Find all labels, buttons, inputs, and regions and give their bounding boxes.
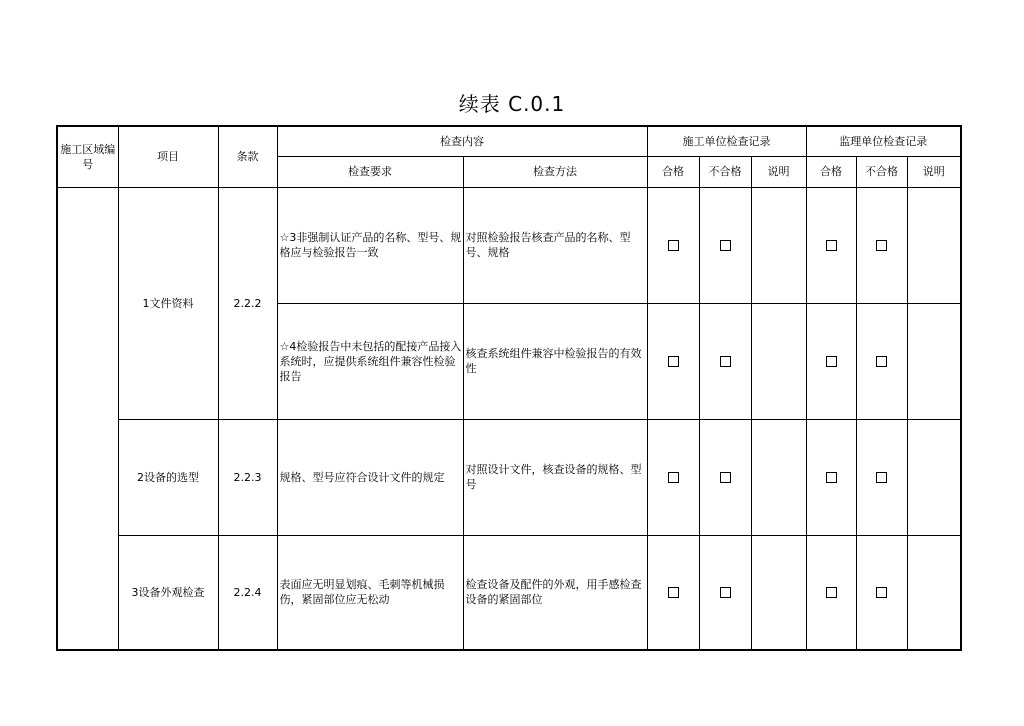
supervision-pass-checkbox[interactable] bbox=[806, 303, 856, 419]
inspection-table bbox=[56, 125, 962, 651]
table-row bbox=[57, 187, 961, 303]
supervision-note-cell[interactable] bbox=[907, 187, 961, 303]
header-supervision-record: 监理单位检查记录 bbox=[806, 126, 961, 156]
construction-note-cell[interactable] bbox=[751, 303, 806, 419]
row-item: 3设备外观检查 bbox=[118, 535, 218, 650]
construction-pass-checkbox[interactable] bbox=[647, 535, 699, 650]
row-requirement: ☆4检验报告中未包括的配接产品接入系统时，应提供系统组件兼容性检验报告 bbox=[277, 303, 463, 419]
construction-pass-checkbox[interactable] bbox=[647, 303, 699, 419]
construction-fail-checkbox[interactable] bbox=[699, 303, 751, 419]
supervision-pass-checkbox[interactable] bbox=[806, 187, 856, 303]
row-clause: 2.2.2 bbox=[218, 187, 277, 419]
row-requirement: 表面应无明显划痕、毛刺等机械损伤，紧固部位应无松动 bbox=[277, 535, 463, 650]
header-requirement: 检查要求 bbox=[277, 156, 463, 187]
supervision-fail-checkbox[interactable] bbox=[856, 535, 907, 650]
header-clause: 条款 bbox=[218, 126, 277, 187]
header-supervision-pass: 合格 bbox=[806, 156, 856, 187]
header-check-content: 检查内容 bbox=[277, 126, 647, 156]
row-clause: 2.2.4 bbox=[218, 535, 277, 650]
supervision-note-cell[interactable] bbox=[907, 303, 961, 419]
row-method: 对照检验报告核查产品的名称、型号、规格 bbox=[463, 187, 647, 303]
header-construction-pass: 合格 bbox=[647, 156, 699, 187]
construction-fail-checkbox[interactable] bbox=[699, 419, 751, 535]
construction-pass-checkbox[interactable] bbox=[647, 187, 699, 303]
supervision-fail-checkbox[interactable] bbox=[856, 303, 907, 419]
supervision-fail-checkbox[interactable] bbox=[856, 187, 907, 303]
supervision-pass-checkbox[interactable] bbox=[806, 535, 856, 650]
header-item: 项目 bbox=[118, 126, 218, 187]
construction-note-cell[interactable] bbox=[751, 535, 806, 650]
construction-pass-checkbox[interactable] bbox=[647, 419, 699, 535]
header-method: 检查方法 bbox=[463, 156, 647, 187]
header-supervision-fail: 不合格 bbox=[856, 156, 907, 187]
construction-note-cell[interactable] bbox=[751, 419, 806, 535]
row-item: 1文件资料 bbox=[118, 187, 218, 419]
supervision-note-cell[interactable] bbox=[907, 419, 961, 535]
row-method: 对照设计文件，核查设备的规格、型号 bbox=[463, 419, 647, 535]
construction-note-cell[interactable] bbox=[751, 187, 806, 303]
header-area-no: 施工区域编号 bbox=[57, 126, 118, 187]
header-construction-fail: 不合格 bbox=[699, 156, 751, 187]
header-row-1 bbox=[57, 126, 961, 156]
row-requirement: ☆3非强制认证产品的名称、型号、规格应与检验报告一致 bbox=[277, 187, 463, 303]
supervision-note-cell[interactable] bbox=[907, 535, 961, 650]
row-item: 2设备的选型 bbox=[118, 419, 218, 535]
construction-fail-checkbox[interactable] bbox=[699, 535, 751, 650]
header-construction-record: 施工单位检查记录 bbox=[647, 126, 806, 156]
row-requirement: 规格、型号应符合设计文件的规定 bbox=[277, 419, 463, 535]
row-method: 检查设备及配件的外观，用手感检查设备的紧固部位 bbox=[463, 535, 647, 650]
supervision-fail-checkbox[interactable] bbox=[856, 419, 907, 535]
row-method: 核查系统组件兼容中检验报告的有效性 bbox=[463, 303, 647, 419]
header-supervision-note: 说明 bbox=[907, 156, 961, 187]
table-row bbox=[57, 419, 961, 535]
supervision-pass-checkbox[interactable] bbox=[806, 419, 856, 535]
table-row bbox=[57, 535, 961, 650]
construction-fail-checkbox[interactable] bbox=[699, 187, 751, 303]
area-no-cell bbox=[57, 187, 118, 650]
row-clause: 2.2.3 bbox=[218, 419, 277, 535]
page-title: 续表 C.0.1 bbox=[458, 92, 566, 116]
header-construction-note: 说明 bbox=[751, 156, 806, 187]
